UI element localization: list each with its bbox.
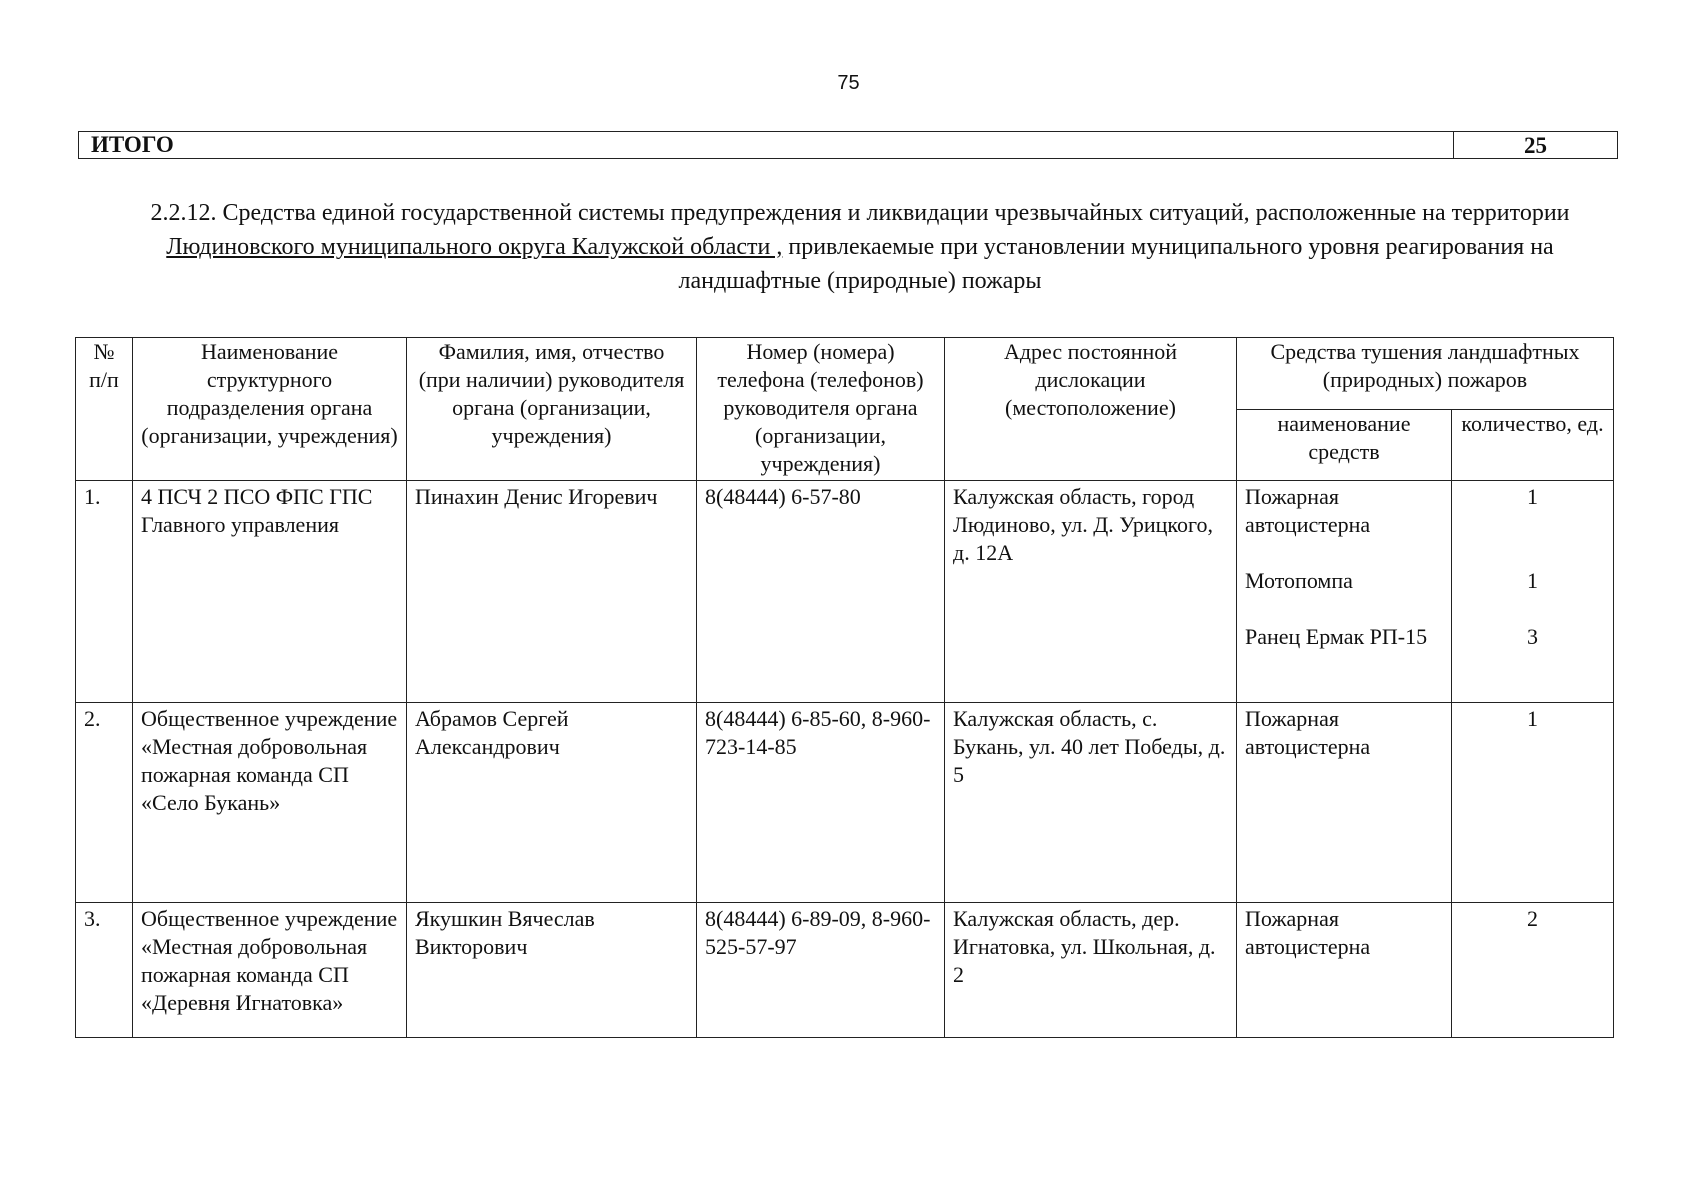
row-head: Пинахин Денис Игоревич bbox=[407, 481, 697, 703]
header-phone: Номер (номера) телефона (телефонов) руководителя органа (организации, учреждения) bbox=[697, 338, 945, 481]
means-item-name: Пожарная автоцистерна bbox=[1245, 484, 1371, 537]
title-part-1: 2.2.12. Средства единой государственной системы предупреждения и ликвидации чрезвычайных ситуаций, расположенные на территории bbox=[150, 200, 1570, 226]
means-item-name: Пожарная автоцистерна bbox=[1245, 906, 1371, 959]
row-phone: 8(48444) 6-85-60, 8-960-723-14-85 bbox=[697, 703, 945, 903]
row-head: Якушкин Вячеслав Викторович bbox=[407, 903, 697, 1038]
resources-table bbox=[75, 337, 1614, 1038]
section-title bbox=[100, 196, 1620, 298]
row-head: Абрамов Сергей Александрович bbox=[407, 703, 697, 903]
means-item-qty: 1 bbox=[1527, 706, 1538, 731]
header-row bbox=[76, 338, 1614, 410]
means-item-qty: 2 bbox=[1527, 906, 1538, 931]
row-means-qty bbox=[1452, 903, 1614, 1038]
row-means-qty bbox=[1452, 703, 1614, 903]
page-number: 75 bbox=[837, 72, 860, 94]
header-means: Средства тушения ландшафтных (природных) пожаров bbox=[1237, 338, 1614, 410]
row-means-names bbox=[1237, 481, 1452, 703]
row-address: Калужская область, город Людиново, ул. Д. Урицкого, д. 12А bbox=[945, 481, 1237, 703]
means-item-qty: 1 bbox=[1527, 484, 1538, 509]
row-num: 2. bbox=[76, 703, 133, 903]
means-item-qty: 1 bbox=[1527, 568, 1538, 593]
row-means-names bbox=[1237, 703, 1452, 903]
means-item-name: Ранец Ермак РП-15 bbox=[1245, 624, 1428, 649]
row-unit: Общественное учреждение «Местная добровольная пожарная команда СП «Деревня Игнатовка» bbox=[133, 903, 407, 1038]
row-means-qty bbox=[1452, 481, 1614, 703]
row-num: 3. bbox=[76, 903, 133, 1038]
table-row bbox=[76, 903, 1614, 1038]
means-item-qty: 3 bbox=[1527, 624, 1538, 649]
title-part-2: привлекаемые при установлении муниципального уровня реагирования на ландшафтные (природные) пожары bbox=[678, 234, 1554, 294]
row-phone: 8(48444) 6-57-80 bbox=[697, 481, 945, 703]
row-unit: Общественное учреждение «Местная добровольная пожарная команда СП «Село Букань» bbox=[133, 703, 407, 903]
header-head: Фамилия, имя, отчество (при наличии) руководителя органа (организации, учреждения) bbox=[407, 338, 697, 481]
means-item-name: Мотопомпа bbox=[1245, 568, 1353, 593]
title-underlined: Людиновского муниципального округа Калужской области , bbox=[166, 234, 783, 260]
header-unit: Наименование структурного подразделения органа (организации, учреждения) bbox=[133, 338, 407, 481]
header-address: Адрес постоянной дислокации (местоположение) bbox=[945, 338, 1237, 481]
header-num: № п/п bbox=[76, 338, 133, 481]
row-address: Калужская область, дер. Игнатовка, ул. Школьная, д. 2 bbox=[945, 903, 1237, 1038]
table-row bbox=[76, 481, 1614, 703]
row-address: Калужская область, с. Букань, ул. 40 лет Победы, д. 5 bbox=[945, 703, 1237, 903]
means-item-name: Пожарная автоцистерна bbox=[1245, 706, 1371, 759]
total-label: ИТОГО bbox=[91, 132, 174, 157]
header-means-qty: количество, ед. bbox=[1452, 409, 1614, 481]
row-num: 1. bbox=[76, 481, 133, 703]
row-phone: 8(48444) 6-89-09, 8-960-525-57-97 bbox=[697, 903, 945, 1038]
header-means-name: наименование средств bbox=[1237, 409, 1452, 481]
total-row bbox=[78, 131, 1618, 159]
row-unit: 4 ПСЧ 2 ПСО ФПС ГПС Главного управления bbox=[133, 481, 407, 703]
row-means-names bbox=[1237, 903, 1452, 1038]
table-row bbox=[76, 703, 1614, 903]
total-value: 25 bbox=[1453, 132, 1617, 158]
